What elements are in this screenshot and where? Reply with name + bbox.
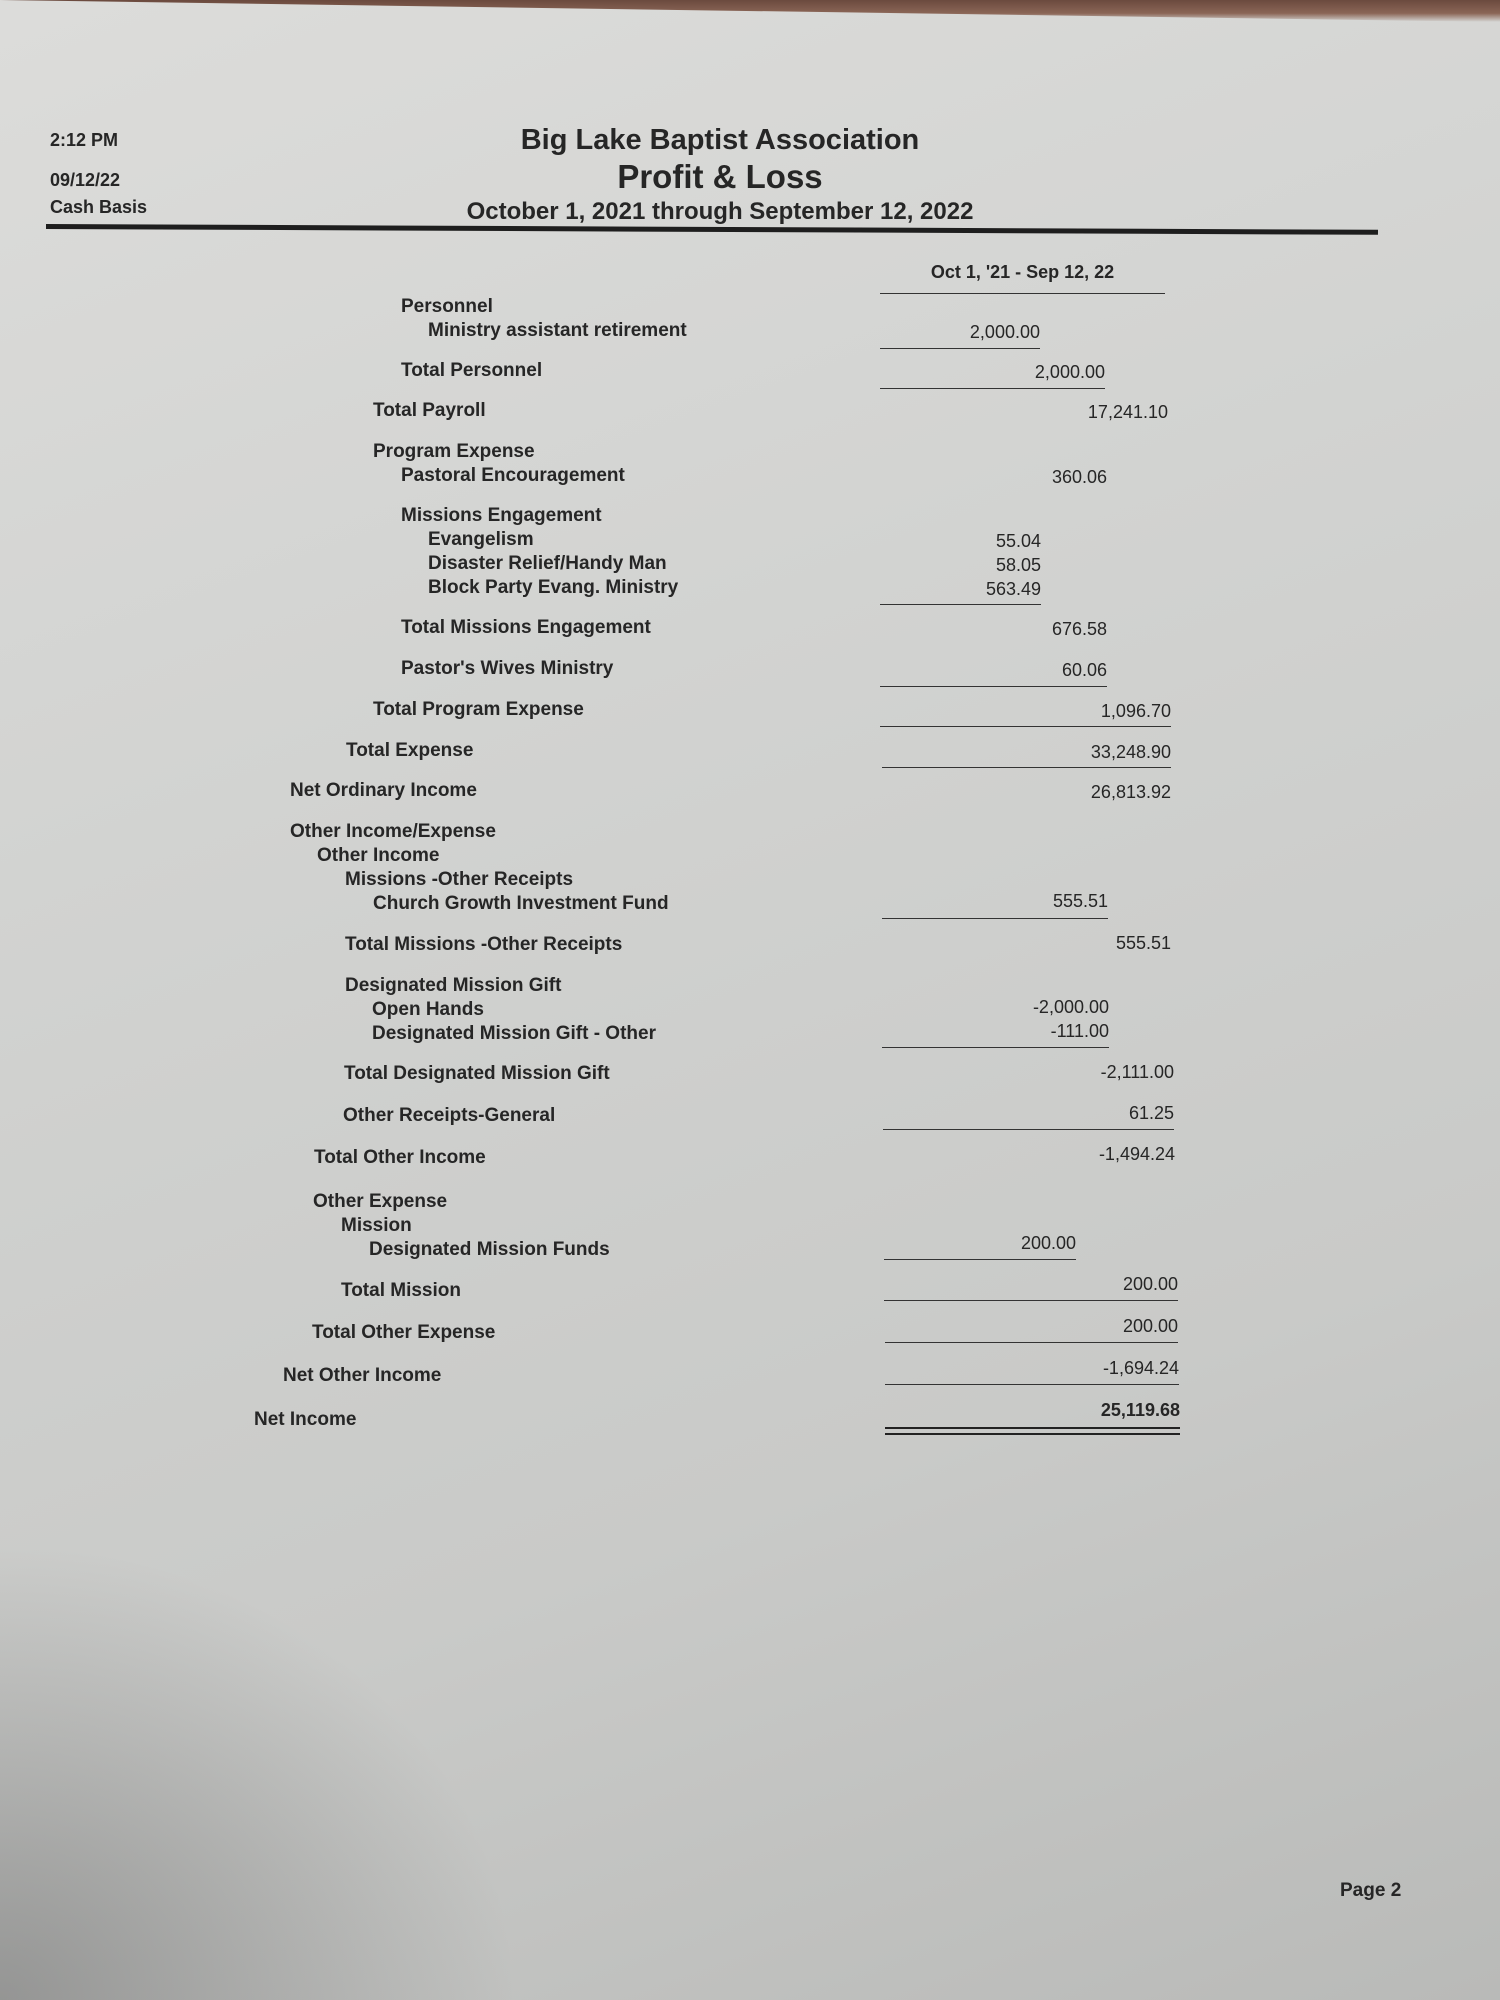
report-time: 2:12 PM xyxy=(50,130,119,150)
row-amount: 563.49 xyxy=(985,579,1041,599)
row-label: Missions Engagement xyxy=(401,505,602,526)
row-label: Total Missions -Other Receipts xyxy=(345,934,623,955)
row-amount: 200.00 xyxy=(1122,1316,1178,1336)
row-label: Other Expense xyxy=(313,1191,448,1212)
subtotal-rule xyxy=(880,686,1107,687)
report-title: Profit & Loss xyxy=(617,158,823,195)
subtotal-rule xyxy=(882,918,1108,919)
page-number: Page 2 xyxy=(1340,1880,1402,1901)
column-header: Oct 1, '21 - Sep 12, 22 xyxy=(880,262,1165,294)
title-block xyxy=(440,122,1000,228)
report-period: October 1, 2021 through September 12, 2022 xyxy=(466,198,974,225)
row-amount: 26,813.92 xyxy=(1090,782,1171,802)
row-amount: 555.51 xyxy=(1115,933,1171,953)
row-label: Personnel xyxy=(401,296,493,317)
subtotal-rule xyxy=(880,726,1171,727)
row-label: Ministry assistant retirement xyxy=(428,320,687,341)
row-label: Pastoral Encouragement xyxy=(401,465,625,486)
row-label: Other Income xyxy=(317,845,440,866)
row-amount: 61.25 xyxy=(1128,1103,1174,1123)
row-amount: 200.00 xyxy=(1122,1274,1178,1294)
report-date: 09/12/22 xyxy=(50,170,121,190)
row-amount: 2,000.00 xyxy=(969,322,1040,342)
row-amount: -1,494.24 xyxy=(1098,1144,1175,1164)
subtotal-rule xyxy=(884,1259,1076,1260)
row-amount: 1,096.70 xyxy=(1100,701,1171,721)
row-label: Total Other Expense xyxy=(312,1322,496,1343)
subtotal-rule xyxy=(880,348,1040,349)
row-label: Total Other Income xyxy=(314,1147,486,1168)
subtotal-rule xyxy=(883,1129,1174,1130)
row-label: Program Expense xyxy=(373,441,535,462)
row-amount: 33,248.90 xyxy=(1090,742,1171,762)
row-label: Net Ordinary Income xyxy=(290,780,477,801)
subtotal-rule xyxy=(882,1047,1109,1048)
row-label: Designated Mission Funds xyxy=(369,1239,610,1260)
row-label: Net Other Income xyxy=(283,1365,442,1386)
row-label: Church Growth Investment Fund xyxy=(373,893,669,914)
subtotal-rule xyxy=(884,1300,1178,1301)
row-amount: 676.58 xyxy=(1051,619,1107,639)
row-amount: -2,111.00 xyxy=(1100,1062,1174,1082)
row-amount: 2,000.00 xyxy=(1034,362,1105,382)
row-label: Total Designated Mission Gift xyxy=(344,1063,610,1084)
total-double-rule xyxy=(885,1427,1180,1435)
row-label: Block Party Evang. Ministry xyxy=(428,577,679,598)
row-label: Total Mission xyxy=(341,1280,461,1301)
row-label: Designated Mission Gift - Other xyxy=(372,1023,656,1044)
subtotal-rule xyxy=(880,388,1105,389)
row-label: Total Personnel xyxy=(401,360,543,381)
row-label: Total Missions Engagement xyxy=(401,617,651,638)
subtotal-rule xyxy=(885,1384,1179,1385)
row-label: Pastor's Wives Ministry xyxy=(401,658,614,679)
paper-top-edge xyxy=(0,0,1500,22)
row-amount: 200.00 xyxy=(1020,1233,1076,1253)
row-amount: -111.00 xyxy=(1050,1021,1109,1041)
row-label: Other Receipts-General xyxy=(343,1105,556,1126)
net-income-amount: 25,119.68 xyxy=(1100,1400,1180,1420)
row-label: Net Income xyxy=(254,1409,357,1430)
row-amount: 58.05 xyxy=(995,555,1041,575)
company-name: Big Lake Baptist Association xyxy=(520,124,920,156)
row-label: Evangelism xyxy=(428,529,534,550)
report-basis: Cash Basis xyxy=(50,197,148,217)
row-amount: -1,694.24 xyxy=(1102,1358,1179,1378)
subtotal-rule xyxy=(885,1342,1178,1343)
row-amount: 17,241.10 xyxy=(1087,402,1168,422)
row-label: Missions -Other Receipts xyxy=(345,869,574,890)
row-label: Total Program Expense xyxy=(373,699,584,720)
row-label: Designated Mission Gift xyxy=(345,975,562,996)
row-amount: 555.51 xyxy=(1052,891,1108,911)
row-amount: 55.04 xyxy=(995,531,1041,551)
row-label: Total Payroll xyxy=(373,400,486,421)
row-amount: 360.06 xyxy=(1051,467,1107,487)
row-amount: 60.06 xyxy=(1061,660,1107,680)
subtotal-rule xyxy=(882,767,1171,768)
row-label: Mission xyxy=(341,1215,412,1236)
subtotal-rule xyxy=(880,604,1041,605)
row-label: Disaster Relief/Handy Man xyxy=(428,553,667,574)
paper-shadow xyxy=(0,1540,520,2000)
row-label: Other Income/Expense xyxy=(290,821,496,842)
row-amount: -2,000.00 xyxy=(1032,997,1109,1017)
row-label: Total Expense xyxy=(346,740,474,761)
row-label: Open Hands xyxy=(372,999,484,1020)
